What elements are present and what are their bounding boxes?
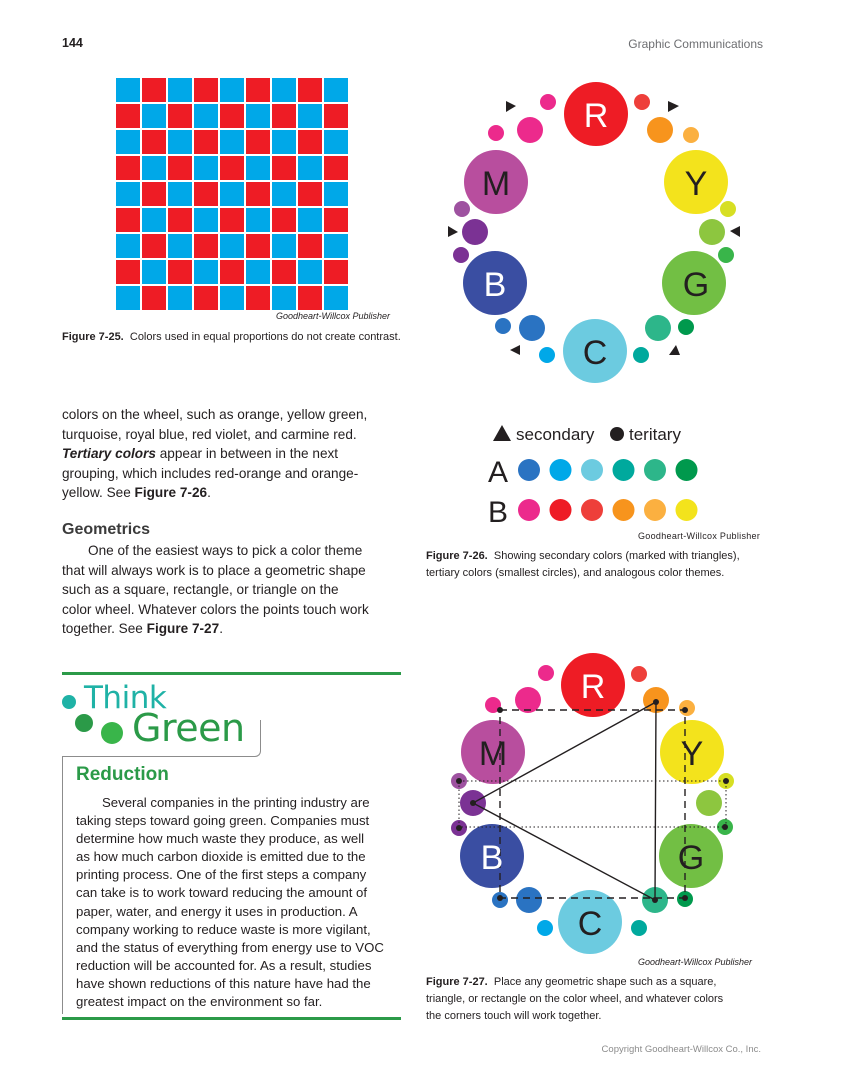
text-line: have shown reductions of this nature have had the xyxy=(76,975,371,991)
checker-cell xyxy=(272,260,296,284)
checker-cell xyxy=(194,130,218,154)
text-line: determine how much waste they produce, as well xyxy=(76,831,365,847)
text-span: together. See xyxy=(62,621,147,636)
checker-cell xyxy=(194,234,218,258)
checker-cell xyxy=(272,234,296,258)
checker-cell xyxy=(324,234,348,258)
checker-cell xyxy=(220,260,244,284)
checker-cell xyxy=(324,208,348,232)
checker-cell xyxy=(246,182,270,206)
running-title: Graphic Communications xyxy=(628,37,763,51)
checker-cell xyxy=(168,260,192,284)
text-line: that will always work is to place a geometric shape xyxy=(62,562,366,578)
checker-cell xyxy=(194,78,218,102)
think-title: Think xyxy=(84,680,167,716)
swatch-circle xyxy=(613,459,635,481)
label-r: R xyxy=(583,97,609,135)
checker-cell xyxy=(142,182,166,206)
title-bracket xyxy=(62,720,261,757)
text-line: taking steps toward going green. Companies must xyxy=(76,813,370,829)
checker-cell xyxy=(168,286,192,310)
row-a-swatches xyxy=(518,459,698,481)
checker-cell xyxy=(324,104,348,128)
checker-cell xyxy=(324,78,348,102)
checker-cell xyxy=(298,78,322,102)
figure-7-26-credit: Goodheart-Willcox Publisher xyxy=(638,531,761,541)
checker-cell xyxy=(272,182,296,206)
checker-cell xyxy=(272,130,296,154)
sidebar-paragraph xyxy=(76,794,406,1011)
checker-cell xyxy=(194,104,218,128)
figure-reference: Figure 7-26 xyxy=(134,485,208,500)
checker-cell xyxy=(194,156,218,180)
legend-secondary: secondary xyxy=(516,425,595,444)
term-tertiary-colors: Tertiary colors xyxy=(62,446,156,461)
text-line: such as a square, rectangle, or triangle on the xyxy=(62,582,339,597)
checker-cell xyxy=(194,286,218,310)
checker-cell xyxy=(142,104,166,128)
checker-cell xyxy=(272,208,296,232)
swatch-circle xyxy=(644,499,666,521)
checker-cell xyxy=(142,260,166,284)
figure-7-25-text: Colors used in equal proportions do not create contrast. xyxy=(129,331,401,343)
figure-7-26-color-wheel xyxy=(410,70,790,540)
checker-cell xyxy=(298,156,322,180)
figure-7-25-credit: Goodheart-Willcox Publisher xyxy=(276,311,390,321)
text-line: greatest impact on the environment so far. xyxy=(76,994,323,1010)
checker-cell xyxy=(298,260,322,284)
caption-line: triangle, or rectangle on the color wheel, and whatever colors xyxy=(426,993,724,1005)
checker-cell xyxy=(194,182,218,206)
row-b-swatches xyxy=(518,499,698,521)
figure-7-27-credit: Goodheart-Willcox Publisher xyxy=(638,957,752,967)
body-paragraph-1 xyxy=(62,405,407,503)
checker-cell xyxy=(298,182,322,206)
figure-7-27-label: Figure 7-27. xyxy=(426,976,488,988)
checker-cell xyxy=(246,130,270,154)
checker-cell xyxy=(142,156,166,180)
checker-cell xyxy=(168,156,192,180)
checker-cell xyxy=(142,234,166,258)
checker-cell xyxy=(116,260,140,284)
swatch-circle xyxy=(550,459,572,481)
checker-cell xyxy=(220,78,244,102)
text-line xyxy=(62,444,407,464)
figure-7-25-caption xyxy=(62,329,402,346)
checker-cell xyxy=(324,260,348,284)
text-line: grouping, which includes red-orange and orange- xyxy=(62,465,359,481)
checker-cell xyxy=(246,286,270,310)
row-b-label: B xyxy=(488,496,509,529)
label-b: B xyxy=(480,839,504,877)
checker-cell xyxy=(272,156,296,180)
text-line: paper, water, and energy it uses in production. A xyxy=(76,903,358,919)
swatch-circle xyxy=(581,459,603,481)
sidebar-bottom-rule xyxy=(62,1017,401,1020)
checker-cell xyxy=(272,286,296,310)
figure-7-26-text: Showing secondary colors (marked with triangles), tertiary colors (smallest circles), and analogous color themes. xyxy=(426,550,740,579)
swatch-circle xyxy=(550,499,572,521)
label-c: C xyxy=(582,334,608,372)
checker-cell xyxy=(116,130,140,154)
text-line: turquoise, royal blue, red violet, and carmine red. xyxy=(62,426,357,442)
figure-7-27-caption xyxy=(426,974,781,1025)
geometrics-paragraph xyxy=(62,541,407,639)
swatch-circle xyxy=(581,499,603,521)
checker-cell xyxy=(220,286,244,310)
label-y: Y xyxy=(684,165,708,203)
checker-cell xyxy=(168,208,192,232)
checker-cell xyxy=(220,130,244,154)
checker-cell xyxy=(272,104,296,128)
checker-cell xyxy=(116,208,140,232)
checker-cell xyxy=(116,78,140,102)
circle-legend-icon xyxy=(610,427,624,441)
text-line: colors on the wheel, such as orange, yellow green, xyxy=(62,407,368,422)
checker-cell xyxy=(116,104,140,128)
checker-cell xyxy=(220,156,244,180)
caption-line: Place any geometric shape such as a square, xyxy=(493,976,717,988)
text-line: printing process. One of the first steps a company xyxy=(76,867,367,883)
copyright-footer: Copyright Goodheart-Willcox Co., Inc. xyxy=(601,1044,761,1055)
checkerboard-figure xyxy=(116,78,348,310)
checker-cell xyxy=(142,286,166,310)
checker-cell xyxy=(246,208,270,232)
checker-cell xyxy=(246,234,270,258)
text-span: . xyxy=(219,621,223,636)
page-number: 144 xyxy=(62,36,83,50)
swatch-circle xyxy=(518,499,540,521)
checker-cell xyxy=(324,182,348,206)
checker-cell xyxy=(298,208,322,232)
checker-cell xyxy=(220,104,244,128)
checker-cell xyxy=(168,78,192,102)
text-line: as how much carbon dioxide is emitted due to the xyxy=(76,849,366,865)
checker-cell xyxy=(246,156,270,180)
text-line: One of the easiest ways to pick a color theme xyxy=(88,543,363,558)
label-g: G xyxy=(682,266,710,304)
checker-cell xyxy=(246,104,270,128)
figure-7-26-label: Figure 7-26. xyxy=(426,550,488,562)
checker-cell xyxy=(298,130,322,154)
checker-cell xyxy=(194,208,218,232)
legend-tertiary: teritary xyxy=(629,425,681,444)
checker-cell xyxy=(246,260,270,284)
triangle-legend-icon xyxy=(493,425,511,441)
checker-cell xyxy=(116,182,140,206)
checker-cell xyxy=(298,104,322,128)
checker-cell xyxy=(298,234,322,258)
reduction-heading: Reduction xyxy=(76,764,169,785)
swatch-circle xyxy=(676,459,698,481)
checker-cell xyxy=(142,130,166,154)
checker-cell xyxy=(298,286,322,310)
figure-7-27-color-wheel xyxy=(410,640,790,960)
text-line xyxy=(62,483,407,503)
checker-cell xyxy=(324,156,348,180)
label-m: M xyxy=(481,165,511,203)
sidebar-left-line xyxy=(62,756,63,1014)
checker-cell xyxy=(168,234,192,258)
label-g: G xyxy=(677,839,705,877)
swatch-circle xyxy=(613,499,635,521)
label-y: Y xyxy=(680,735,704,773)
checker-cell xyxy=(220,208,244,232)
checker-cell xyxy=(116,286,140,310)
text-span: yellow. See xyxy=(62,485,135,500)
text-line xyxy=(62,619,407,639)
checker-cell xyxy=(168,182,192,206)
caption-line: the corners touch will work together. xyxy=(426,1010,602,1022)
swatch-circle xyxy=(518,459,540,481)
figure-7-26-caption xyxy=(426,548,776,582)
checker-cell xyxy=(220,182,244,206)
text-line: Several companies in the printing industry are xyxy=(102,795,370,810)
checker-cell xyxy=(142,78,166,102)
text-span: . xyxy=(207,485,211,500)
checker-cell xyxy=(168,104,192,128)
text-line: company working to reduce waste is more vigilant, xyxy=(76,921,371,937)
geometrics-heading: Geometrics xyxy=(62,521,151,538)
text-line: and the status of everything from energy use to VOC xyxy=(76,939,384,955)
label-m: M xyxy=(478,735,508,773)
green-title: Green xyxy=(132,706,245,750)
checker-cell xyxy=(142,208,166,232)
figure-reference: Figure 7-27 xyxy=(146,621,220,636)
checker-cell xyxy=(324,130,348,154)
figure-7-25-label: Figure 7-25. xyxy=(62,331,124,343)
label-b: B xyxy=(483,266,507,304)
label-r: R xyxy=(580,668,606,706)
sidebar-top-rule xyxy=(62,672,401,675)
text-span: appear in between in the next xyxy=(155,446,339,461)
checker-cell xyxy=(272,78,296,102)
row-a-label: A xyxy=(488,456,509,489)
text-line: reduction will be accounted for. As a result, studies xyxy=(76,957,372,973)
checker-cell xyxy=(194,260,218,284)
checker-cell xyxy=(116,156,140,180)
checker-cell xyxy=(220,234,244,258)
checker-cell xyxy=(116,234,140,258)
swatch-circle xyxy=(644,459,666,481)
text-line: can take is to work toward reducing the amount of xyxy=(76,885,368,901)
swatch-circle xyxy=(676,499,698,521)
checker-cell xyxy=(324,286,348,310)
label-c: C xyxy=(577,905,603,943)
text-line: color wheel. Whatever colors the points touch work xyxy=(62,601,369,617)
checker-cell xyxy=(246,78,270,102)
checker-cell xyxy=(168,130,192,154)
